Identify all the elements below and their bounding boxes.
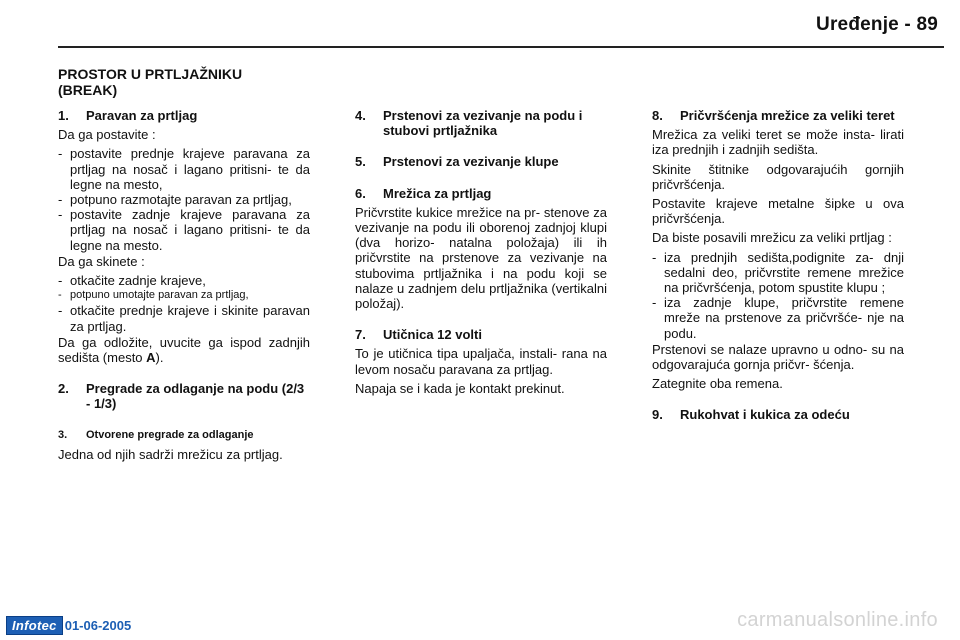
title-line-2: (BREAK)	[58, 82, 118, 98]
footer-date: 01-06-2005	[64, 617, 132, 633]
list-item: - otkačite prednje krajeve i skinite paravan za prtljag.	[58, 303, 310, 333]
location-label: A	[146, 350, 156, 366]
column-3	[652, 108, 904, 427]
paragraph: Pričvrstite kukice mrežice na pr- stenove za vezivanje na podu ili oborenoj zadnjoj klupi (dva horizo- natalna položaja) ili ih pričvrstite na prstenove za vezivanje na stubovima prtljažnika i na podu koji se nalaze u zadnjem delu prtljažnika (vertikalni položaj).	[355, 204, 607, 312]
title-line-1: PROSTOR U PRTLJAŽNIKU	[58, 66, 243, 82]
heading-number: 8.	[652, 108, 663, 123]
paragraph-text: Da ga odložite, uvucite ga ispod zadnjih sedišta (mesto	[58, 334, 310, 366]
bullet-list	[58, 273, 310, 334]
list-item: - iza zadnje klupe, pričvrstite remene mreže na prstenove za pričvršće- nje na podu.	[652, 295, 904, 341]
heading-1	[58, 108, 310, 123]
heading-8	[652, 108, 904, 123]
heading-text: Pregrade za odlaganje na podu (2/3 - 1/3)	[86, 381, 305, 412]
heading-text: Prstenovi za vezivanje na podu i stubovi prtljažnika	[383, 108, 583, 139]
heading-text: Utičnica 12 volti	[383, 327, 482, 343]
list-item: - iza prednjih sedišta,podignite za- dnji sedalni deo, pričvrstite remene mrežice na pričvršćenja, potom spustite klupu ;	[652, 250, 904, 296]
paragraph	[58, 335, 310, 365]
heading-number: 1.	[58, 108, 69, 123]
watermark: carmanualsonline.info	[737, 609, 938, 631]
bullet-list	[58, 146, 310, 252]
paragraph: Jedna od njih sadrži mrežicu za prtljag.	[58, 446, 283, 462]
heading-number: 4.	[355, 108, 366, 123]
heading-number: 3.	[58, 428, 68, 441]
heading-text: Prstenovi za vezivanje klupe	[383, 154, 559, 170]
list-item: - otkačite zadnje krajeve,	[58, 273, 310, 288]
heading-number: 2.	[58, 381, 69, 397]
heading-7	[355, 327, 607, 342]
column-1	[58, 108, 310, 466]
list-item: - potpuno razmotajte paravan za prtljag,	[58, 192, 310, 207]
paragraph: Da ga skinete :	[58, 253, 145, 269]
page-number: 89	[916, 14, 938, 35]
paragraph: Zategnite oba remena.	[652, 376, 783, 392]
heading-2	[58, 381, 310, 411]
page-title	[58, 66, 318, 98]
section-title: Uređenje	[816, 14, 899, 35]
column-2	[355, 108, 607, 400]
heading-number: 5.	[355, 154, 366, 170]
paragraph: Napaja se i kada je kontakt prekinut.	[355, 380, 565, 396]
heading-text: Paravan za prtljag	[86, 108, 198, 123]
heading-number: 6.	[355, 185, 366, 201]
paragraph: Postavite krajeve metalne šipke u ova pričvršćenja.	[652, 196, 904, 227]
heading-number: 7.	[355, 327, 366, 343]
list-item: - postavite prednje krajeve paravana za prtljag na nosač i lagano pritisni- te da legne na mesto,	[58, 146, 310, 192]
bullet-list	[652, 250, 904, 341]
paragraph: Da biste posavili mrežicu za veliki prtljag :	[652, 230, 892, 246]
heading-number: 9.	[652, 407, 663, 423]
list-item: - potpuno umotajte paravan za prtljag,	[58, 288, 310, 303]
paragraph: Mrežica za veliki teret se može insta- lirati iza prednjih i zadnjih sedišta.	[652, 127, 904, 158]
paragraph: Skinite štitnike odgovarajućih gornjih pričvršćenja.	[652, 161, 904, 192]
heading-9	[652, 407, 904, 422]
heading-3	[58, 428, 310, 443]
page-header	[816, 14, 938, 36]
header-rule	[58, 46, 944, 48]
paragraph: To je utičnica tipa upaljača, instali- rana na levom nosaču paravana za prtljag.	[355, 346, 607, 377]
paragraph: Prstenovi se nalaze upravno u odno- su na odgovarajuća gornja pričvr- šćenja.	[652, 341, 904, 373]
heading-text: Rukohvat i kukica za odeću	[680, 407, 850, 423]
heading-text: Pričvršćenja mrežice za veliki teret	[680, 108, 895, 123]
heading-6	[355, 186, 607, 201]
paragraph: Da ga postavite :	[58, 127, 156, 143]
infotec-logo: Infotec	[6, 616, 63, 635]
heading-text: Mrežica za prtljag	[383, 185, 492, 201]
heading-text: Otvorene pregrade za odlaganje	[86, 428, 254, 441]
footer	[6, 616, 131, 634]
heading-4	[355, 108, 607, 138]
header-separator: -	[898, 14, 917, 35]
list-item: - postavite zadnje krajeve paravana za prtljag na nosač i lagano pritisni- te da legne na mesto.	[58, 207, 310, 253]
heading-5	[355, 154, 607, 169]
paragraph-end: ).	[155, 350, 164, 366]
